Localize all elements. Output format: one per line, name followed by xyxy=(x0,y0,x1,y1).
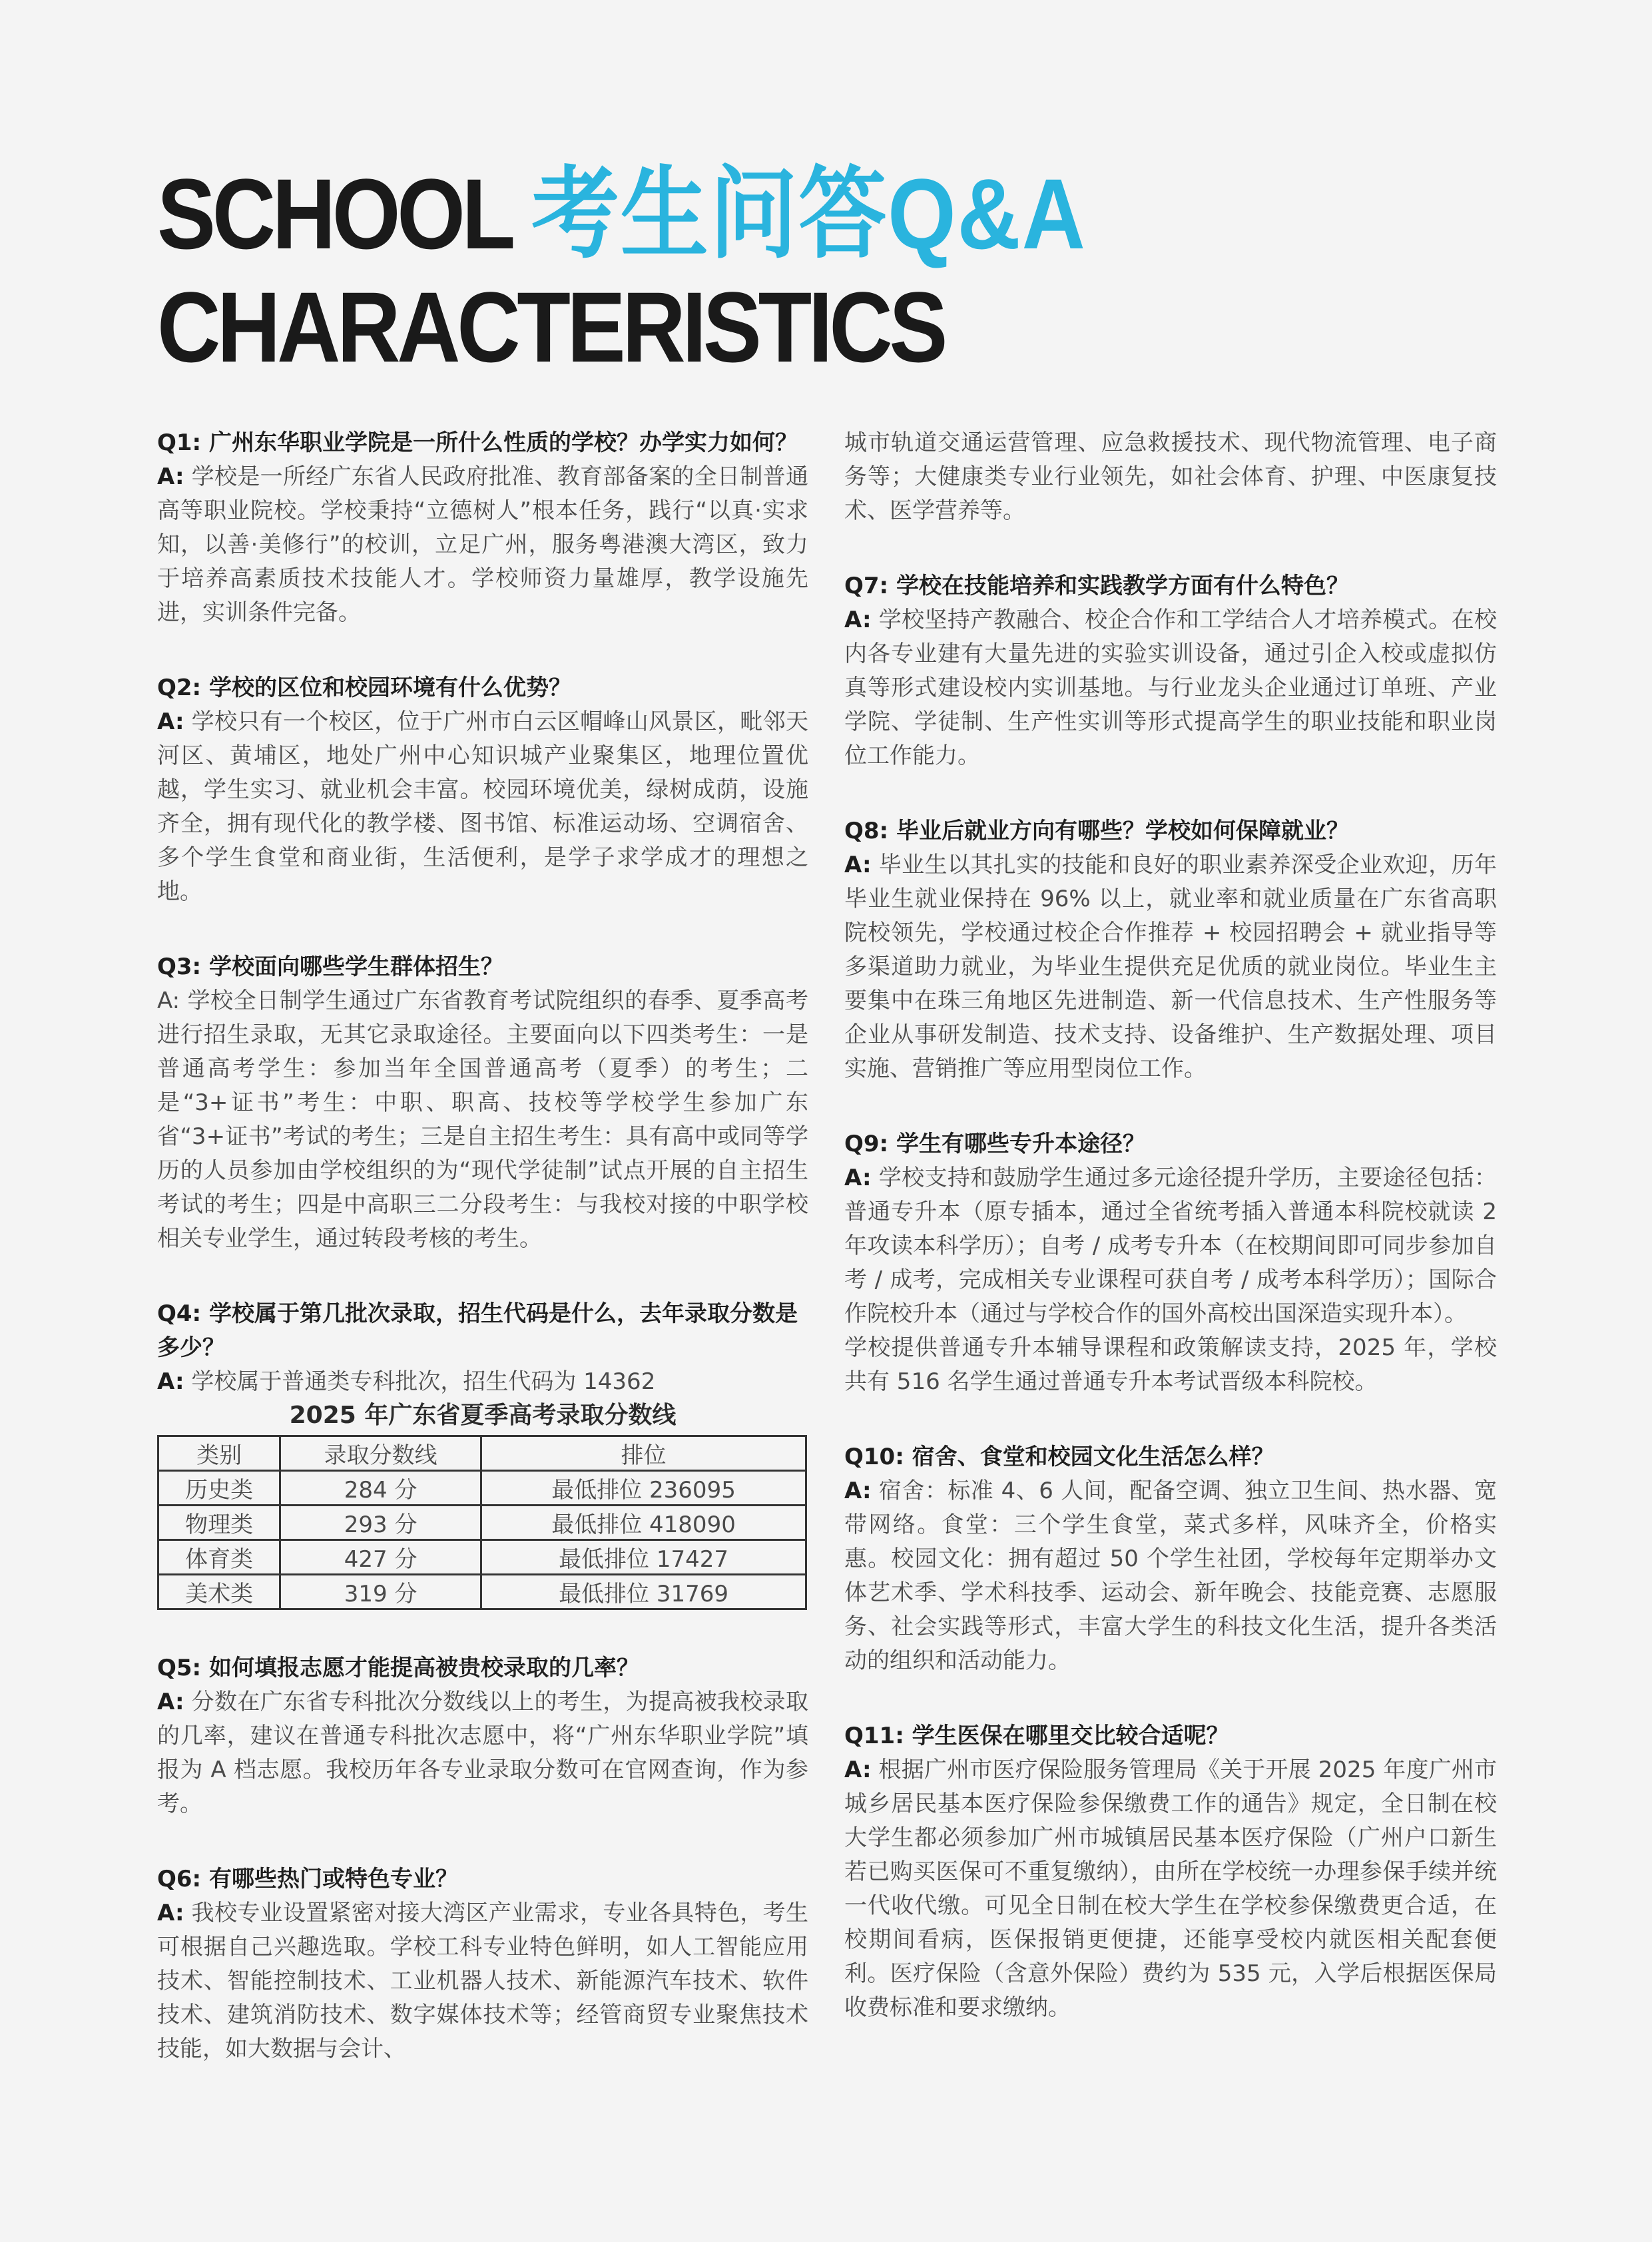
answer-label: A: xyxy=(157,1689,184,1715)
qa-item-7 xyxy=(844,569,1497,773)
table-row xyxy=(158,1575,806,1609)
question-10: Q10: 宿舍、食堂和校园文化生活怎么样？ xyxy=(844,1444,1274,1470)
question-6: Q6: 有哪些热门或特色专业？ xyxy=(157,1866,458,1892)
question-4: Q4: 学校属于第几批次录取，招生代码是什么，去年录取分数是多少？ xyxy=(157,1300,798,1361)
table-row xyxy=(158,1471,806,1506)
qa-item-6 xyxy=(157,1862,808,2066)
answer-9 xyxy=(844,1161,1497,1331)
question-1: Q1: 广州东华职业学院是一所什么性质的学校？办学实力如何？ xyxy=(157,429,798,456)
answer-label: A: xyxy=(844,852,872,878)
answer-label: A: xyxy=(157,987,180,1014)
answer-1 xyxy=(157,460,808,630)
answer-5 xyxy=(157,1685,808,1821)
answer-7 xyxy=(844,603,1497,773)
answer-text: 学校支持和鼓励学生通过多元途径提升学历，主要途径包括：普通专升本（原专插本，通过全省统考插入普通本科院校就读 2 年攻读本科学历）；自考 / 成考专升本（在校期间即可同步参加自考 / 成考，完成相关专业课程可获自考 / 成考本科学历）；国际合作院校升本（通过与学校合作的国外高校出国深造实现升本）。 xyxy=(844,1165,1497,1327)
table-cell: 319 分 xyxy=(280,1575,481,1609)
table-cell: 293 分 xyxy=(280,1506,481,1540)
answer-9-extra: 学校提供普通专升本辅导课程和政策解读支持，2025 年，学校共有 516 名学生通过普通专升本考试晋级本科院校。 xyxy=(844,1334,1497,1395)
score-table-title: 2025 年广东省夏季高考录取分数线 xyxy=(289,1402,677,1429)
table-header: 类别 xyxy=(158,1436,280,1471)
qa-item-1 xyxy=(157,426,808,630)
qa-item-11 xyxy=(844,1719,1497,2025)
answer-10 xyxy=(844,1474,1497,1678)
left-column xyxy=(157,426,808,2107)
table-header-row xyxy=(158,1436,806,1471)
table-cell: 体育类 xyxy=(158,1540,280,1575)
title-characteristics: CHARACTERISTICS xyxy=(157,271,945,383)
table-cell: 最低排位 31769 xyxy=(481,1575,806,1609)
qa-item-3 xyxy=(157,950,808,1256)
table-cell: 美术类 xyxy=(158,1575,280,1609)
title-qa: 考生问答Q&A xyxy=(531,158,1087,270)
title-line-1 xyxy=(157,157,1087,270)
question-9: Q9: 学生有哪些专升本途径？ xyxy=(844,1131,1145,1157)
answer-text: 宿舍：标准 4、6 人间，配备空调、独立卫生间、热水器、宽带网络。食堂：三个学生食堂，菜式多样，风味齐全，价格实惠。校园文化：拥有超过 50 个学生社团，学校每年定期举办文体艺术季、学术科技季、运动会、新年晚会、技能竞赛、志愿服务、社会实践等形式，丰富大学生的科技文化生活，提升各类活动的组织和活动能力。 xyxy=(844,1478,1497,1674)
answer-label: A: xyxy=(157,1900,184,1926)
answer-text: 根据广州市医疗保险服务管理局《关于开展 2025 年度广州市城乡居民基本医疗保险参保缴费工作的通告》规定，全日制在校大学生都必须参加广州市城镇居民基本医疗保险（广州户口新生若已购买医保可不重复缴纳），由所在学校统一办理参保手续并统一代收代缴。可见全日制在校大学生在学校参保缴费更合适，在校期间看病，医保报销更便捷，还能享受校内就医相关配套便利。医疗保险（含意外保险）费约为 535 元，入学后根据医保局收费标准和要求缴纳。 xyxy=(844,1757,1497,2021)
question-11: Q11: 学生医保在哪里交比较合适呢？ xyxy=(844,1723,1229,1749)
table-cell: 物理类 xyxy=(158,1506,280,1540)
answer-label: A: xyxy=(157,1368,184,1395)
question-5: Q5: 如何填报志愿才能提高被贵校录取的几率？ xyxy=(157,1655,639,1681)
qa-item-8 xyxy=(844,814,1497,1086)
title-school: SCHOOL xyxy=(157,158,511,270)
answer-6-continued: 城市轨道交通运营管理、应急救援技术、现代物流管理、电子商务等；大健康类专业行业领先，如社会体育、护理、中医康复技术、医学营养等。 xyxy=(844,429,1497,524)
qa-item-9 xyxy=(844,1127,1497,1399)
answer-label: A: xyxy=(844,1478,872,1504)
question-8: Q8: 毕业后就业方向有哪些？学校如何保障就业？ xyxy=(844,818,1349,844)
table-cell: 历史类 xyxy=(158,1471,280,1506)
answer-text: 学校只有一个校区，位于广州市白云区帽峰山风景区，毗邻天河区、黄埔区，地处广州中心知识城产业聚集区，地理位置优越，学生实习、就业机会丰富。校园环境优美，绿树成荫，设施齐全，拥有现代化的教学楼、图书馆、标准运动场、空调宿舍、多个学生食堂和商业街，生活便利，是学子求学成才的理想之地。 xyxy=(157,708,808,905)
answer-text: 分数在广东省专科批次分数线以上的考生，为提高被我校录取的几率，建议在普通专科批次志愿中，将“广州东华职业学院”填报为 A 档志愿。我校历年各专业录取分数可在官网查询，作为参考。 xyxy=(157,1689,808,1817)
answer-label: A: xyxy=(157,463,184,490)
answer-6 xyxy=(157,1896,808,2066)
table-row xyxy=(158,1540,806,1575)
answer-text: 学校属于普通类专科批次，招生代码为 14362 xyxy=(184,1368,656,1395)
table-cell: 最低排位 236095 xyxy=(481,1471,806,1506)
answer-text: 学校坚持产教融合、校企合作和工学结合人才培养模式。在校内各专业建有大量先进的实验实训设备，通过引企入校或虚拟仿真等形式建设校内实训基地。与行业龙头企业通过订单班、产业学院、学徒制、生产性实训等形式提高学生的职业技能和职业岗位工作能力。 xyxy=(844,607,1497,769)
answer-11 xyxy=(844,1753,1497,2025)
qa-item-2 xyxy=(157,671,808,909)
answer-2 xyxy=(157,705,808,909)
right-column xyxy=(844,426,1497,2066)
table-cell: 427 分 xyxy=(280,1540,481,1575)
table-header: 录取分数线 xyxy=(280,1436,481,1471)
answer-label: A: xyxy=(844,1757,872,1783)
table-cell: 284 分 xyxy=(280,1471,481,1506)
answer-label: A: xyxy=(844,1165,872,1191)
page-header xyxy=(157,157,1213,384)
answer-label: A: xyxy=(844,607,872,633)
score-table xyxy=(157,1435,807,1610)
table-cell: 最低排位 418090 xyxy=(481,1506,806,1540)
table-row xyxy=(158,1506,806,1540)
question-7: Q7: 学校在技能培养和实践教学方面有什么特色？ xyxy=(844,573,1349,599)
qa-item-5 xyxy=(157,1651,808,1821)
qa-item-4 xyxy=(157,1297,808,1610)
answer-8 xyxy=(844,848,1497,1086)
question-3: Q3: 学校面向哪些学生群体招生？ xyxy=(157,954,503,980)
answer-4 xyxy=(157,1365,808,1399)
answer-3 xyxy=(157,984,808,1256)
table-header: 排位 xyxy=(481,1436,806,1471)
answer-text: 学校是一所经广东省人民政府批准、教育部备案的全日制普通高等职业院校。学校秉持“立德树人”根本任务，践行“以真·实求知，以善·美修行”的校训，立足广州，服务粤港澳大湾区，致力于培养高素质技术技能人才。学校师资力量雄厚，教学设施先进，实训条件完备。 xyxy=(157,463,808,626)
qa-item-10 xyxy=(844,1440,1497,1678)
answer-label: A: xyxy=(157,708,184,735)
question-2: Q2: 学校的区位和校园环境有什么优势？ xyxy=(157,675,571,701)
answer-text: 我校专业设置紧密对接大湾区产业需求，专业各具特色，考生可根据自己兴趣选取。学校工科专业特色鲜明，如人工智能应用技术、智能控制技术、工业机器人技术、新能源汽车技术、软件技术、建筑消防技术、数字媒体技术等；经管商贸专业聚焦技术技能，如大数据与会计、 xyxy=(157,1900,808,2062)
answer-text: 毕业生以其扎实的技能和良好的职业素养深受企业欢迎，历年毕业生就业保持在 96% 以上，就业率和就业质量在广东省高职院校领先，学校通过校企合作推荐 + 校园招聘会 + 就业指导等多渠道助力就业，为毕业生提供充足优质的就业岗位。毕业生主要集中在珠三角地区先进制造、新一代信息技术、生产性服务等企业从事研发制造、技术支持、设备维护、生产数据处理、项目实施、营销推广等应用型岗位工作。 xyxy=(844,852,1497,1082)
table-cell: 最低排位 17427 xyxy=(481,1540,806,1575)
answer-text: 学校全日制学生通过广东省教育考试院组织的春季、夏季高考进行招生录取，无其它录取途径。主要面向以下四类考生：一是普通高考学生：参加当年全国普通高考（夏季）的考生；二是“3+证书”考生：中职、职高、技校等学校学生参加广东省“3+证书”考试的考生；三是自主招生考生：具有高中或同等学历的人员参加由学校组织的为“现代学徒制”试点开展的自主招生考试的考生；四是中高职三二分段考生：与我校对接的中职学校相关专业学生，通过转段考核的考生。 xyxy=(157,987,808,1252)
